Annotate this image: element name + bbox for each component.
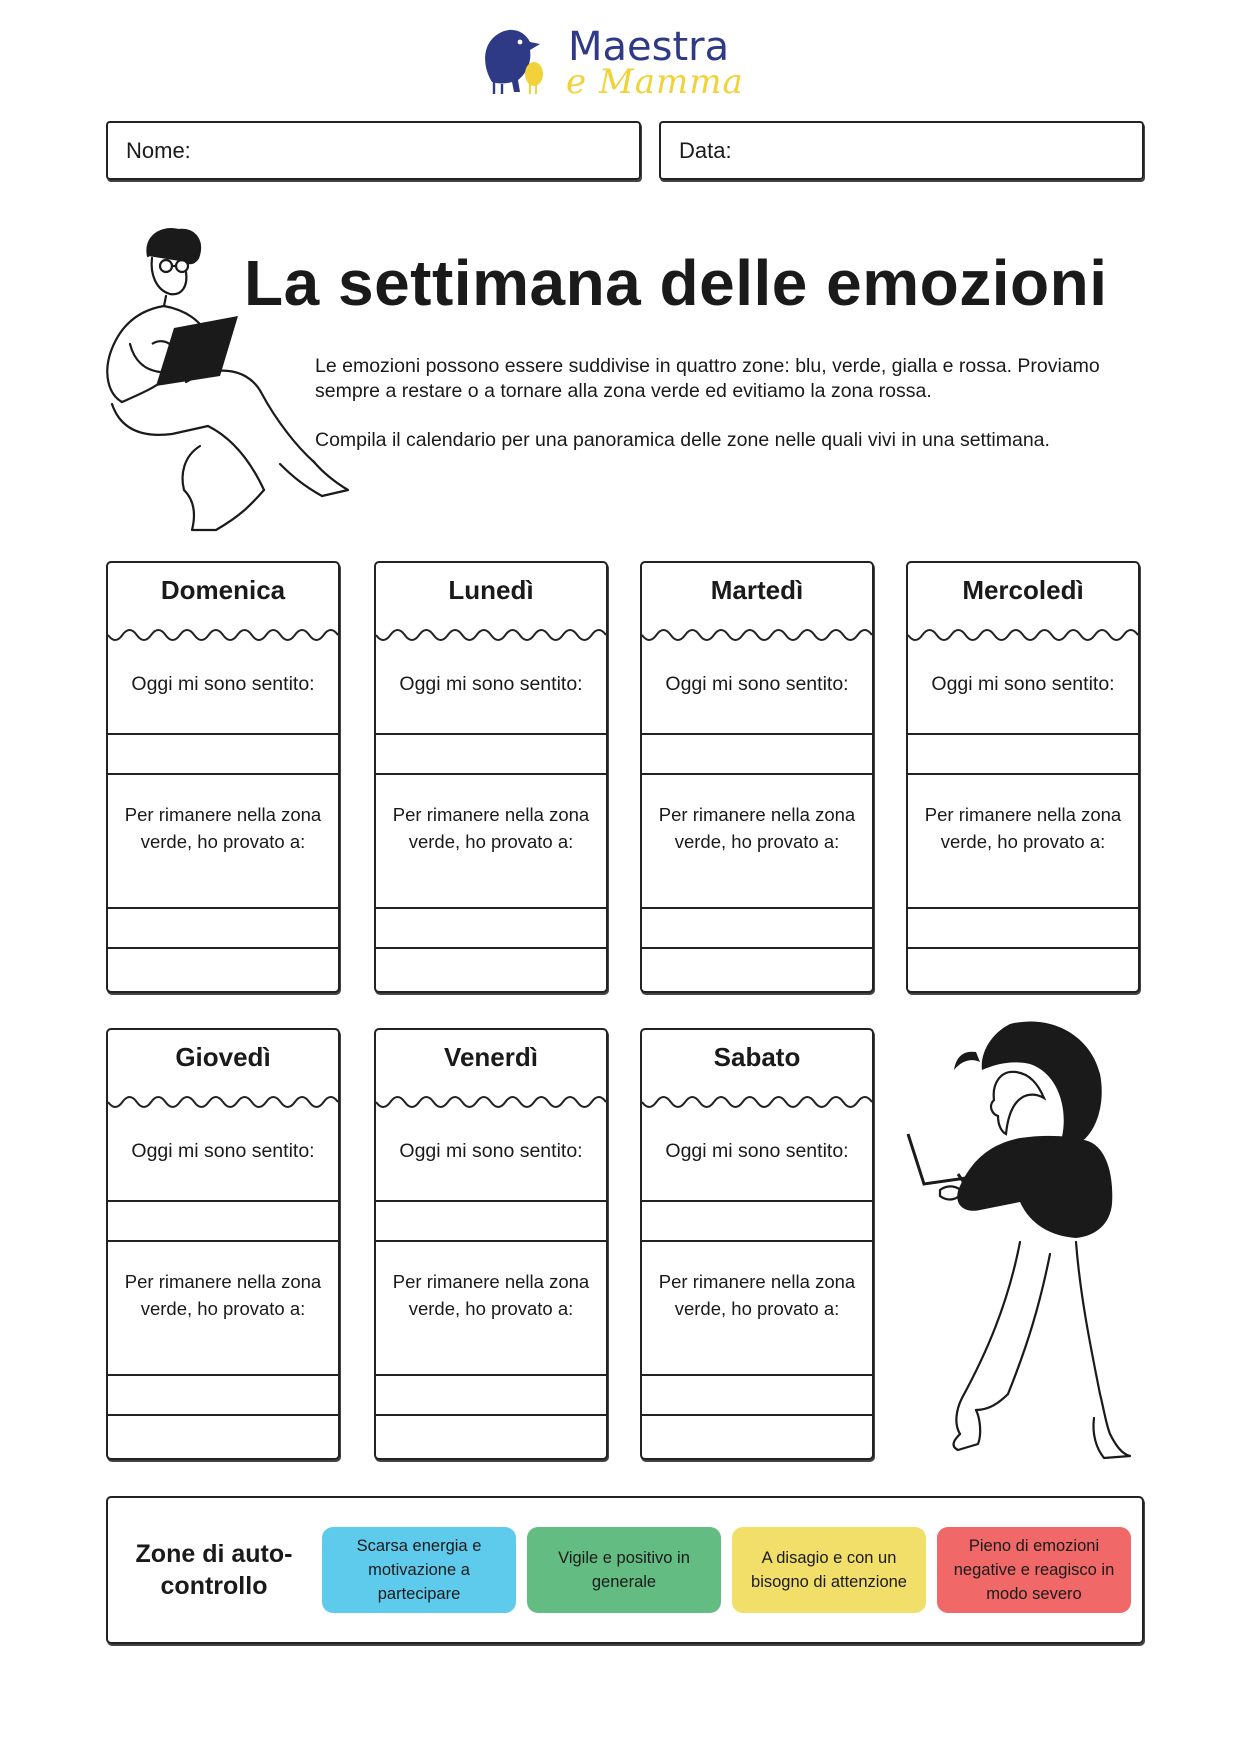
divider-line [376,1374,606,1376]
strategy-question: Per rimanere nella zona verde, ho provato a: [124,1271,322,1319]
divider-line [376,1240,606,1242]
divider-line [376,907,606,909]
zones-legend [106,1496,1144,1644]
divider-line [642,1240,872,1242]
divider-line [642,773,872,775]
divider-line [108,1414,338,1416]
divider-line [642,947,872,949]
strategy-question: Per rimanere nella zona verde, ho provato a: [658,804,856,852]
day-card [640,561,874,993]
feeling-question: Oggi mi sono sentito: [665,1140,849,1162]
zone-label: Pieno di emozioni negative e reagisco in modo severo [953,1537,1115,1603]
strategy-question: Per rimanere nella zona verde, ho provato a: [124,804,322,852]
date-field[interactable] [659,121,1144,180]
feeling-question: Oggi mi sono sentito: [131,673,315,695]
strategy-question: Per rimanere nella zona verde, ho provato a: [924,804,1122,852]
intro-paragraph: Le emozioni possono essere suddivise in quattro zone: blu, verde, gialla e rossa. Proviamo sempre a restare o a tornare alla zona verde ed evitiamo la zona rossa. [315,355,1100,402]
wave-divider-icon [108,1088,338,1116]
divider-line [642,1374,872,1376]
person-with-laptop-icon [900,1014,1140,1464]
divider-line [376,1200,606,1202]
divider-line [108,733,338,735]
divider-line [376,947,606,949]
zone-label: A disagio e con un bisogno di attenzione [751,1549,907,1591]
day-name: Giovedì [175,1042,271,1072]
logo-text-primary: Maestra [568,24,730,70]
strategy-question: Per rimanere nella zona verde, ho provato a: [392,804,590,852]
day-name: Sabato [713,1042,801,1072]
strategy-question: Per rimanere nella zona verde, ho provato a: [392,1271,590,1319]
wave-divider-icon [642,1088,872,1116]
wave-divider-icon [108,621,338,649]
divider-line [108,907,338,909]
divider-line [108,1240,338,1242]
divider-line [908,773,1138,775]
page-title: La settimana delle emozioni [244,247,1108,319]
divider-line [108,947,338,949]
divider-line [908,907,1138,909]
bird-logo-icon [480,22,570,96]
day-name: Martedì [710,575,804,605]
zone-yellow [732,1527,926,1613]
divider-line [642,1200,872,1202]
logo [480,22,750,102]
day-name: Domenica [160,575,286,605]
feeling-question: Oggi mi sono sentito: [131,1140,315,1162]
divider-line [376,733,606,735]
divider-line [642,1414,872,1416]
day-name: Lunedì [448,575,534,605]
divider-line [376,773,606,775]
feeling-question: Oggi mi sono sentito: [665,673,849,695]
zone-label: Vigile e positivo in generale [558,1549,690,1591]
divider-line [642,907,872,909]
wave-divider-icon [908,621,1138,649]
zone-blue [322,1527,516,1613]
day-card [906,561,1140,993]
divider-line [642,733,872,735]
intro-paragraph: Compila il calendario per una panoramica delle zone nelle quali vivi in una settimana. [315,429,1050,451]
divider-line [908,733,1138,735]
day-card [374,1028,608,1460]
name-field[interactable] [106,121,641,180]
feeling-question: Oggi mi sono sentito: [931,673,1115,695]
wave-divider-icon [376,621,606,649]
date-label: Data: [679,138,732,163]
divider-line [108,1374,338,1376]
day-card [106,1028,340,1460]
divider-line [376,1414,606,1416]
feeling-question: Oggi mi sono sentito: [399,1140,583,1162]
divider-line [108,1200,338,1202]
intro-text [315,354,1145,477]
name-label: Nome: [126,138,191,163]
wave-divider-icon [376,1088,606,1116]
day-card [106,561,340,993]
day-card [374,561,608,993]
wave-divider-icon [642,621,872,649]
zone-green [527,1527,721,1613]
divider-line [908,947,1138,949]
zone-red [937,1527,1131,1613]
strategy-question: Per rimanere nella zona verde, ho provato a: [658,1271,856,1319]
feeling-question: Oggi mi sono sentito: [399,673,583,695]
day-name: Mercoledì [962,575,1084,605]
logo-text-secondary: e Mamma [566,62,744,102]
zones-title: Zone di auto-controllo [135,1540,293,1600]
day-card [640,1028,874,1460]
zone-label: Scarsa energia e motivazione a partecipare [356,1537,482,1603]
day-name: Venerdì [444,1042,538,1072]
divider-line [108,773,338,775]
